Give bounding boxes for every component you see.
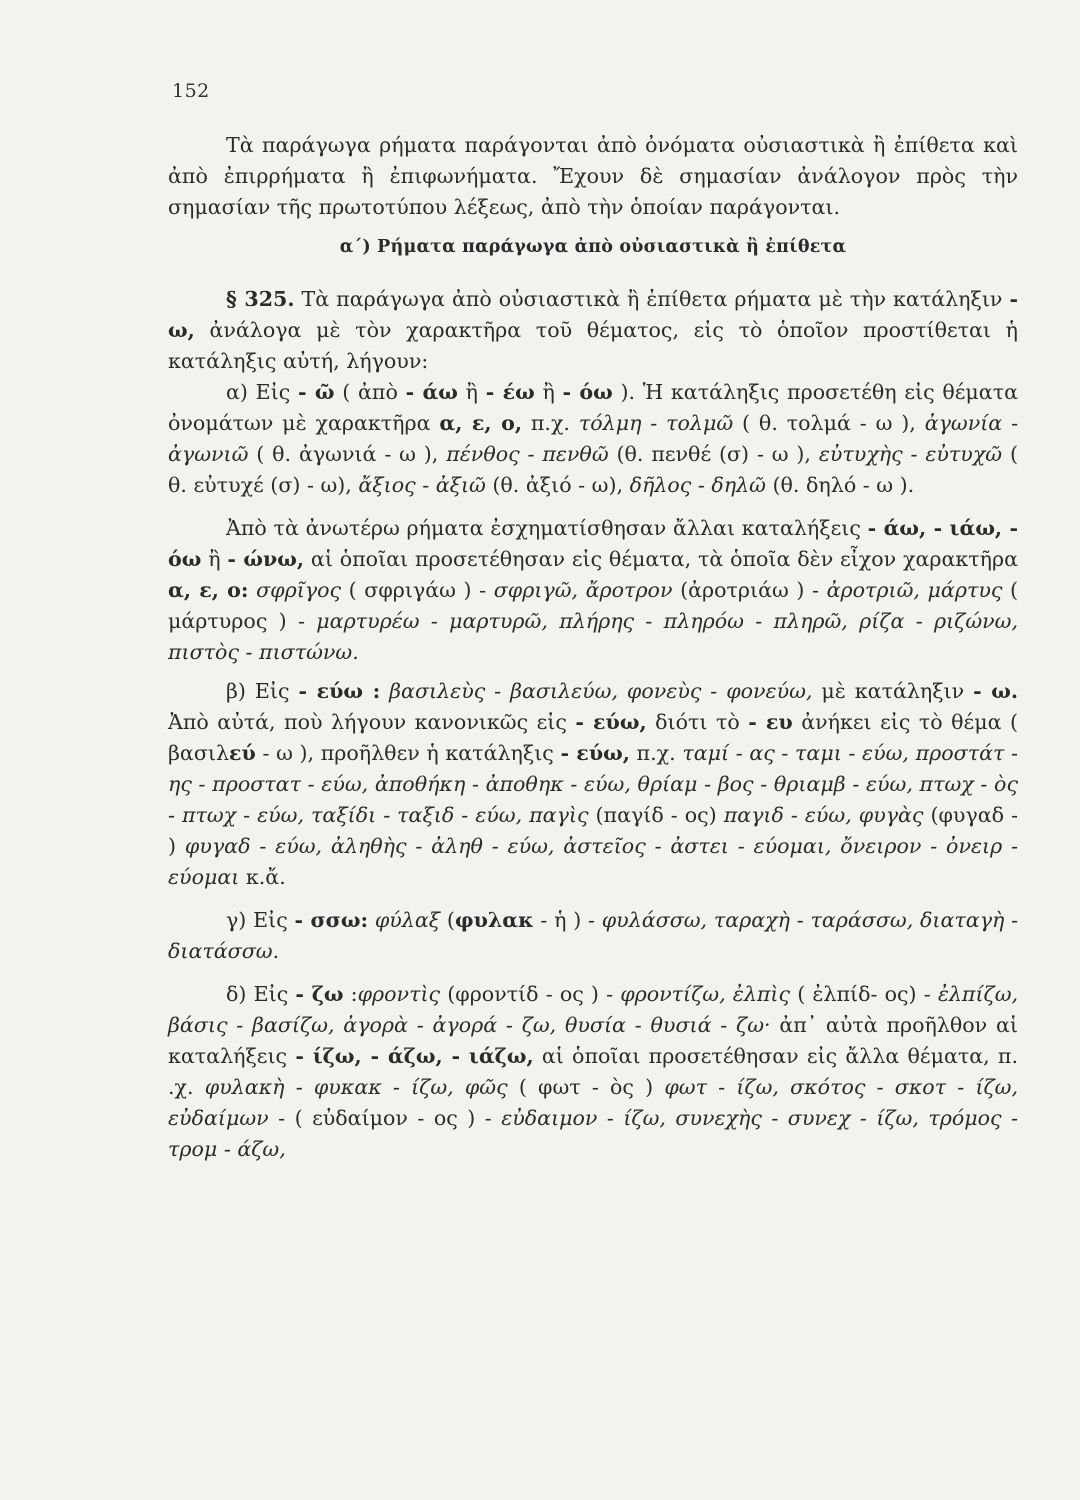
section-heading: α΄) Ρήματα παράγωγα ἀπὸ οὐσιαστικὰ ἢ ἐπίθετα — [339, 237, 847, 257]
ending: - ευ — [748, 710, 793, 734]
text: π.χ. — [530, 411, 570, 435]
text: - ( εὐδαίμον - ος ) - — [278, 1106, 492, 1130]
example: φυγαδ - εύω, ἀληθὴς - ἀληθ - εύω, ἀστεῖος - ἀστει - εύομαι, ὄνειρον - ὀνειρ - εύομαι — [168, 834, 1019, 889]
example: εὐτυχὴς - εὐτυχῶ — [818, 442, 1003, 466]
example: παγιδ - εύω, φυγὰς — [723, 803, 924, 827]
text: Τὰ παράγωγα ἀπὸ οὐσιαστικὰ ἢ ἐπίθετα ρήματα μὲ τὴν κατάληξιν — [301, 287, 1003, 311]
ending: α, ε, ο: — [168, 578, 249, 602]
example: φύλαξ — [374, 908, 441, 932]
text: ἀπ᾽ αὐτὰ προῆλθον αἱ καταλήξεις — [168, 1013, 1018, 1068]
ending: - εύω : — [298, 679, 381, 703]
text: Ἀπὸ τὰ ἀνωτέρω ρήματα ἐσχηματίσθησαν ἄλλαι καταλήξεις — [226, 516, 861, 540]
text: ( ἐλπίδ- ος) - — [797, 982, 931, 1006]
example: ἀγωνία - ἀγωνιῶ — [168, 411, 1019, 466]
example: φροντίζω, ἐλπὶς — [620, 982, 791, 1006]
example: εὐδαιμον - ίζω, συνεχὴς - συνεχ - ίζω, τρόμος - τρομ - άζω, — [168, 1106, 1019, 1161]
text: (ἀροτριάω ) - — [680, 578, 820, 602]
example: φυλακὴ - φυκακ - ίζω, φῶς — [204, 1075, 508, 1099]
text: γ) Εἰς — [226, 908, 288, 932]
example: ταμί - ας - ταμι - εύω, προστάτ - ης - προστατ - εύω, ἀποθήκη - ἀποθηκ - εύω, θρίαμ - βος - θριαμβ - εύω, πτωχ - ὸς - πτωχ - εύω, ταξίδι - ταξιδ - εύω, παγὶς — [168, 741, 1018, 827]
ending: - όω — [562, 380, 613, 404]
text: ( θ. ἀγωνιά - ω ), — [256, 442, 439, 466]
text: (θ. δηλό - ω ). — [772, 473, 915, 497]
text: π.χ. — [636, 741, 676, 765]
text: ἢ — [465, 380, 478, 404]
ending: - ίζω, - άζω, - ιάζω, — [295, 1044, 534, 1068]
paragraph-apo — [168, 513, 1018, 668]
text: β) Εἰς — [226, 679, 290, 703]
ending: - ω, — [168, 287, 1019, 342]
example: φωτ - ίζω, σκότος - σκοτ - ίζω, εὐδαίμων — [168, 1075, 1019, 1130]
text: ( μάρτυρος ) - — [168, 578, 1019, 633]
text: ἀνήκει εἰς τὸ θέμα ( βασιλ — [168, 710, 1019, 765]
text: (φροντίδ - ος ) - — [447, 982, 614, 1006]
paragraph-beta — [168, 676, 1018, 893]
text: (φυγαδ - ) — [168, 803, 1019, 858]
page-number: 152 — [172, 80, 210, 102]
text: (παγίδ - ος) — [595, 803, 717, 827]
paragraph-delta — [168, 979, 1018, 1165]
ending: - έω — [485, 380, 535, 404]
ending: - ζω — [295, 982, 344, 1006]
section-325-paragraph — [168, 284, 1018, 377]
text: ). Ἡ κατάληξις προσετέθη εἰς θέματα ὀνομάτων μὲ χαρακτῆρα — [168, 380, 1018, 435]
example: τόλμη - τολμῶ — [578, 411, 734, 435]
text: ἀνάλογα μὲ τὸν χαρακτῆρα τοῦ θέματος, εἰς τὸ ὁποῖον προστίθεται ἡ κατάληξις αὐτή, λήγουν: — [168, 318, 1019, 373]
example: φυλάσσω, ταραχὴ - ταράσσω, διαταγὴ - διατάσσω. — [168, 908, 1019, 963]
ending: - άω — [405, 380, 458, 404]
example: πένθος - πενθῶ — [446, 442, 609, 466]
text: ἢ — [542, 380, 555, 404]
page-body — [168, 130, 1018, 1165]
example: ἄξιος - ἀξιῶ — [358, 473, 486, 497]
example: ἀροτριῶ, μάρτυς — [826, 578, 1003, 602]
ending: - ω. — [973, 679, 1019, 703]
text: ( θ. εὐτυχέ (σ) - ω), — [168, 442, 1019, 497]
ending: - εύω, — [575, 710, 647, 734]
text: - ἡ ) - — [540, 908, 595, 932]
text: : — [350, 982, 358, 1006]
ending: α, ε, ο, — [439, 411, 522, 435]
text: ( θ. τολμά - ω ), — [742, 411, 916, 435]
example: σφρῖγος — [256, 578, 342, 602]
example: δῆλος - δηλῶ — [629, 473, 766, 497]
example: μαρτυρέω - μαρτυρῶ, πλήρης - πληρόω - πληρῶ, ρίζα - ριζώνω, πιστὸς - πιστώνω. — [168, 609, 1018, 664]
ending: - εύω, — [560, 741, 630, 765]
text: ( φωτ - ὸς ) — [518, 1075, 654, 1099]
ending: - άω, - ιάω, - όω — [168, 516, 1019, 571]
paragraph-gamma — [168, 905, 1018, 967]
example: ἐλπίζω, βάσις - βασίζω, ἀγορὰ - ἀγορά - ζω, θυσία - θυσιά - ζω· — [168, 982, 1019, 1037]
text: ( σφριγάω ) - — [348, 578, 487, 602]
section-mark: § 325. — [226, 287, 295, 311]
text: κ.ἄ. — [245, 865, 286, 889]
paragraph-alpha — [168, 377, 1018, 501]
ending: - σσω: — [294, 908, 369, 932]
example: σφριγῶ, ἄροτρον — [493, 578, 673, 602]
text: Ἀπὸ αὐτά, ποὺ λήγουν κανονικῶς εἰς — [168, 710, 567, 734]
example: βασιλεὺς - βασιλεύω, φονεὺς - φονεύω, — [389, 679, 813, 703]
text: διότι τὸ — [655, 710, 740, 734]
ending: φυλακ — [454, 908, 534, 932]
text: α) Εἰς — [226, 380, 291, 404]
example: φροντὶς — [357, 982, 441, 1006]
text: δ) Εἰς — [226, 982, 289, 1006]
text: ἢ — [208, 547, 221, 571]
text: ( — [446, 908, 455, 932]
text: αἱ ὁποῖαι προσετέθησαν εἰς ἄλλα θέματα, π. .χ. — [168, 1044, 1019, 1099]
text: (θ. πενθέ (σ) - ω ), — [616, 442, 811, 466]
ending: - ώνω, — [227, 547, 305, 571]
text: (θ. ἀξιό - ω), — [492, 473, 624, 497]
text: μὲ κατάληξιν — [821, 679, 965, 703]
ending: εύ — [229, 741, 256, 765]
text: - ω ), προῆλθεν ἡ κατάληξις — [262, 741, 554, 765]
ending: - ῶ — [298, 380, 335, 404]
text: ( ἀπὸ — [342, 380, 398, 404]
text: αἱ ὁποῖαι προσετέθησαν εἰς θέματα, τὰ ὁποῖα δὲν εἶχον χαρακτῆρα — [310, 547, 1019, 571]
intro-paragraph: Τὰ παράγωγα ρήματα παράγονται ἀπὸ ὀνόματα οὐσιαστικὰ ἢ ἐπίθετα καὶ ἀπὸ ἐπιρρήματα ἢ ἐπιφωνήματα. Ἔχουν δὲ σημασίαν ἀνάλογον πρὸς τὴν σημασίαν τῆς πρωτοτύπου λέξεως, ἀπὸ τὴν ὁποίαν παράγονται. — [168, 133, 1018, 219]
